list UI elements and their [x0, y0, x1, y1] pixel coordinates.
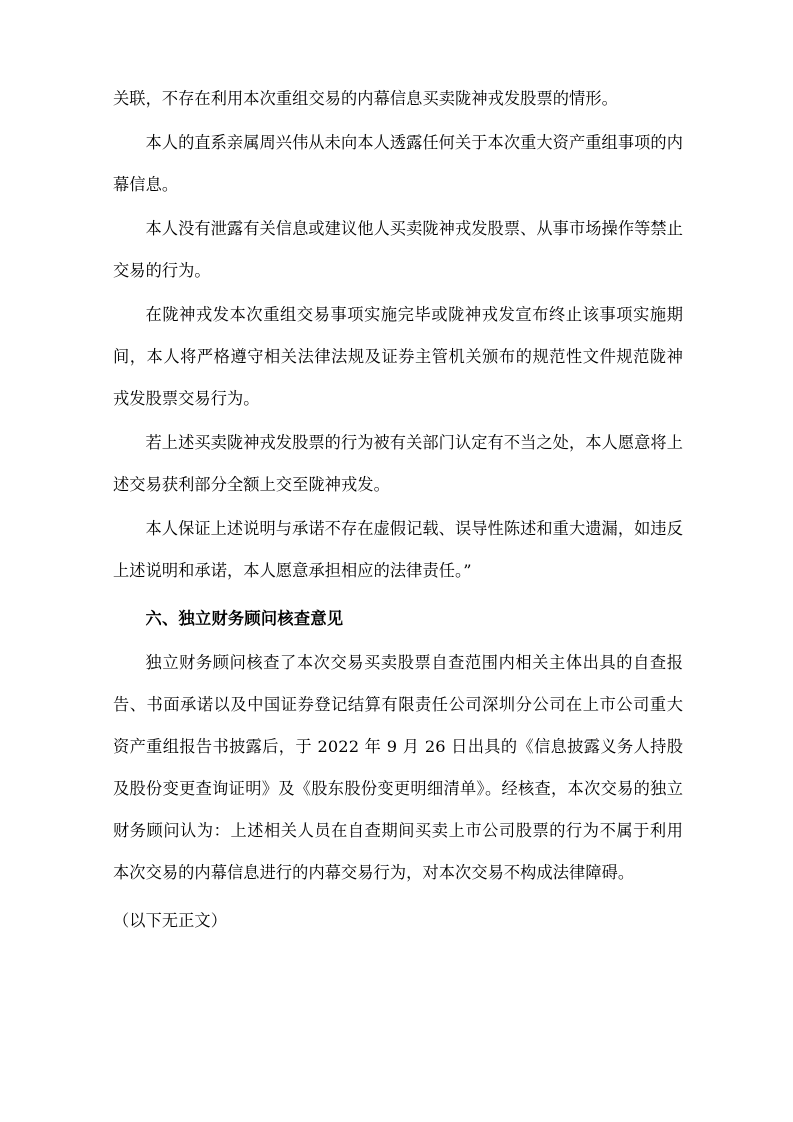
paragraph-no-leak: 本人没有泄露有关信息或建议他人买卖陇神戎发股票、从事市场操作等禁止交易的行为。	[113, 219, 683, 280]
paragraph-profit-return: 若上述买卖陇神戎发股票的行为被有关部门认定有不当之处，本人愿意将上述交易获利部分全额上交至陇神戎发。	[113, 433, 683, 494]
paragraph-advisor-opinion: 独立财务顾问核查了本次交易买卖股票自查范围内相关主体出具的自查报告、书面承诺以及中国证券登记结算有限责任公司深圳分公司在上市公司重大资产重组报告书披露后，于 2022 年 9 月 26 日出具的《信息披露义务人持股及股份变更查询证明》及《股东股份变更明细清单》。经核查，本次交易的独立财务顾问认为：上述相关人员在自查期间买卖上市公司股票的行为不属于利用本次交易的内幕信息进行的内幕交易行为，对本次交易不构成法律障碍。	[113, 653, 683, 882]
paragraph-continuation: 关联，不存在利用本次重组交易的内幕信息买卖陇神戎发股票的情形。	[113, 89, 618, 108]
paragraph-compliance: 在陇神戎发本次重组交易事项实施完毕或陇神戎发宣布终止该事项实施期间，本人将严格遵守相关法律法规及证券主管机关颁布的规范性文件规范陇神戎发股票交易行为。	[113, 305, 683, 408]
paragraph-guarantee: 本人保证上述说明与承诺不存在虚假记载、误导性陈述和重大遗漏，如违反上述说明和承诺，本人愿意承担相应的法律责任。”	[113, 519, 683, 580]
trailing-note: （以下无正文）	[113, 911, 228, 930]
section-heading-six: 六、独立财务顾问核查意见	[145, 609, 344, 628]
document-body	[113, 78, 683, 942]
paragraph-relatives: 本人的直系亲属周兴伟从未向本人透露任何关于本次重大资产重组事项的内幕信息。	[113, 133, 683, 194]
